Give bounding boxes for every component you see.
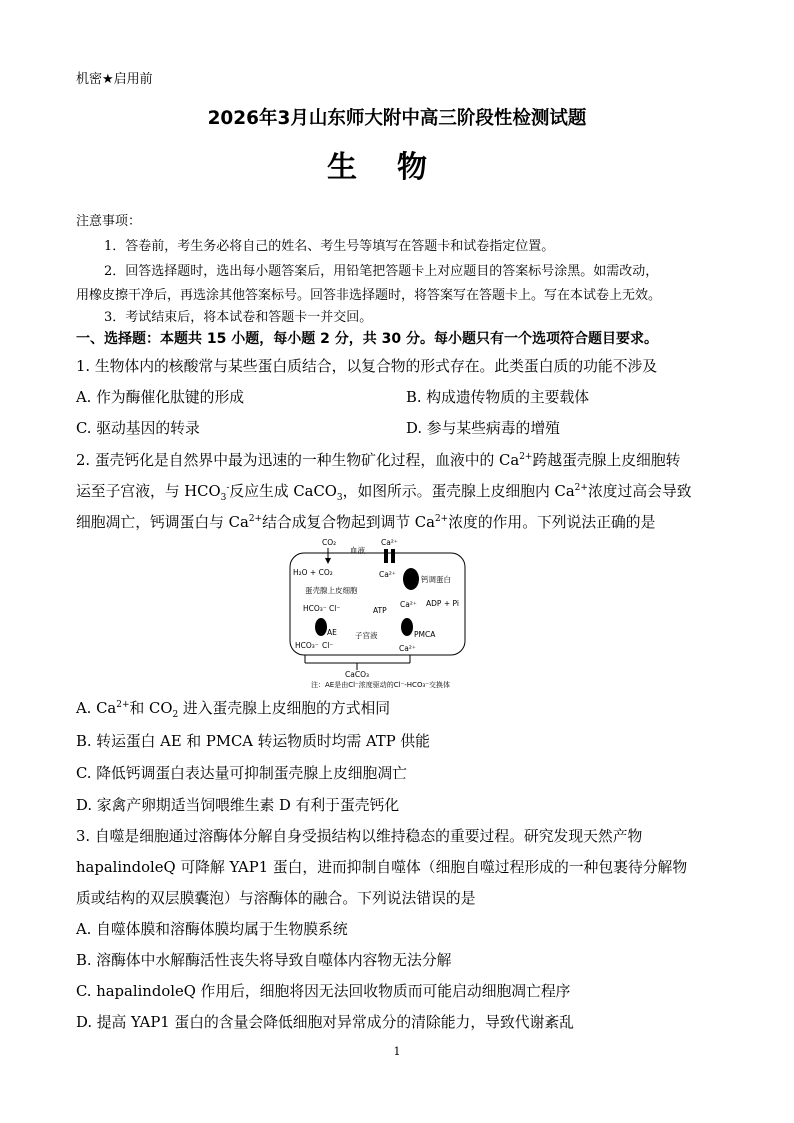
ae-label: AE — [327, 628, 337, 637]
notice-item-2-line-1: 2．回答选择题时，选出每小题答案后，用铅笔把答题卡上对应题目的答案标号涂黑。如需改动， — [104, 264, 659, 279]
pmca-label: PMCA — [414, 630, 436, 639]
q2-option-a: A. $Ca^{2+}$和 $CO_2$ 进入蛋壳腺上皮细胞的方式相同 — [76, 700, 391, 720]
cl-outside-label: Cl⁻ — [322, 641, 334, 650]
diagram-note: 注：AE是由Cl⁻浓度驱动的Cl⁻-HCO₃⁻交换体 — [311, 681, 450, 689]
q3-option-a: A. 自噬体膜和溶酶体膜均属于生物膜系统 — [76, 921, 348, 938]
confidential-label: 机密★启用前 — [76, 72, 153, 87]
q3-stem-line-1: 3. 自噬是细胞通过溶酶体分解自身受损结构以维持稳态的重要过程。研究发现天然产物 — [76, 828, 643, 845]
page-number: 1 — [393, 1045, 401, 1058]
atp-label: ATP — [373, 606, 387, 615]
notice-item-1: 1．答卷前，考生务必将自己的姓名、考生号等填写在答题卡和试卷指定位置。 — [104, 239, 555, 254]
notice-item-3: 3．考试结束后，将本试卷和答题卡一并交回。 — [104, 310, 373, 325]
ca-channel-right — [391, 549, 395, 563]
q2-option-b: B. 转运蛋白 AE 和 PMCA 转运物质时均需 ATP 供能 — [76, 733, 430, 750]
q3-option-b: B. 溶酶体中水解酶活性丧失将导致自噬体内容物无法分解 — [76, 952, 452, 969]
q3-stem-line-3: 质或结构的双层膜囊泡）与溶酶体的融合。下列说法错误的是 — [76, 890, 476, 907]
blood-label: 血液 — [350, 546, 365, 555]
ae-transporter — [315, 618, 327, 636]
hco3-outside-label: HCO₃⁻ — [295, 641, 319, 650]
cl-inside-label: Cl⁻ — [329, 604, 341, 613]
q2-stem-line-1: 2. 蛋壳钙化是自然界中最为迅速的一种生物矿化过程，血液中的 $Ca^{2+}$跨越蛋壳腺上皮细胞转 — [76, 452, 681, 469]
co2-label: CO₂ — [322, 538, 337, 547]
cell-label: 蛋壳腺上皮细胞 — [305, 586, 358, 595]
q2-stem-line-2: 运至子宫液，与 $HCO_3^-$反应生成 CaCO$_3$，如图所示。蛋壳腺上皮细胞内 $Ca^{2+}$浓度过高会导致 — [76, 483, 692, 503]
subject-title: 生物 — [327, 150, 467, 185]
q2-option-c: C. 降低钙调蛋白表达量可抑制蛋壳腺上皮细胞凋亡 — [76, 765, 407, 782]
q2-stem-line-3: 细胞凋亡，钙调蛋白与 $Ca^{2+}$结合成复合物起到调节 $Ca^{2+}$浓度的作用。下列说法正确的是 — [76, 514, 656, 531]
q3-stem-line-2: hapalindoleQ 可降解 YAP1 蛋白，进而抑制自噬体（细胞自噬过程形成的一种包裹待分解物 — [76, 859, 688, 876]
q1-option-d: D. 参与某些病毒的增殖 — [406, 420, 560, 437]
uterine-fluid-label: 子宫液 — [355, 631, 378, 640]
q3-option-d: D. 提高 YAP1 蛋白的含量会降低细胞对异常成分的清除能力，导致代谢紊乱 — [76, 1014, 574, 1031]
notice-heading: 注意事项： — [76, 214, 142, 229]
adp-label: ADP + Pi — [426, 599, 459, 608]
q1-option-b: B. 构成遗传物质的主要载体 — [406, 389, 590, 406]
q1-option-a: A. 作为酶催化肽键的形成 — [76, 389, 245, 406]
hco3-inside-label: HCO₃⁻ — [303, 604, 327, 613]
eggshell-calcification-diagram — [285, 535, 485, 690]
calmodulin-label: 钙调蛋白 — [421, 575, 451, 584]
notice-item-2-line-2: 用橡皮擦干净后，再选涂其他答案标号。回答非选择题时，将答案写在答题卡上。写在本试卷上无效。 — [76, 288, 662, 303]
ca-top-label: Ca²⁺ — [381, 538, 398, 547]
ca-channel-left — [384, 549, 388, 563]
ca-outside-label: Ca²⁺ — [399, 644, 416, 653]
h2o-co2-label: H₂O + CO₂ — [293, 568, 333, 577]
pmca-transporter — [401, 618, 413, 636]
q1-option-c: C. 驱动基因的转录 — [76, 420, 200, 437]
ca-mid-label: Ca²⁺ — [400, 600, 417, 609]
q2-option-d: D. 家禽产卵期适当饲喂维生素 D 有利于蛋壳钙化 — [76, 797, 400, 814]
ca-inside-label: Ca²⁺ — [379, 570, 396, 579]
q3-option-c: C. hapalindoleQ 作用后，细胞将因无法回收物质而可能启动细胞凋亡程序 — [76, 983, 571, 1000]
q1-stem: 1. 生物体内的核酸常与某些蛋白质结合，以复合物的形式存在。此类蛋白质的功能不涉及 — [76, 358, 658, 375]
exam-title: 2026年3月山东师大附中高三阶段性检测试题 — [207, 108, 587, 129]
caco3-label: CaCO₃ — [345, 670, 369, 679]
section-heading: 一、选择题：本题共 15 小题，每小题 2 分，共 30 分。每小题只有一个选项符合题目要求。 — [76, 331, 658, 347]
calmodulin-shape — [403, 568, 419, 590]
